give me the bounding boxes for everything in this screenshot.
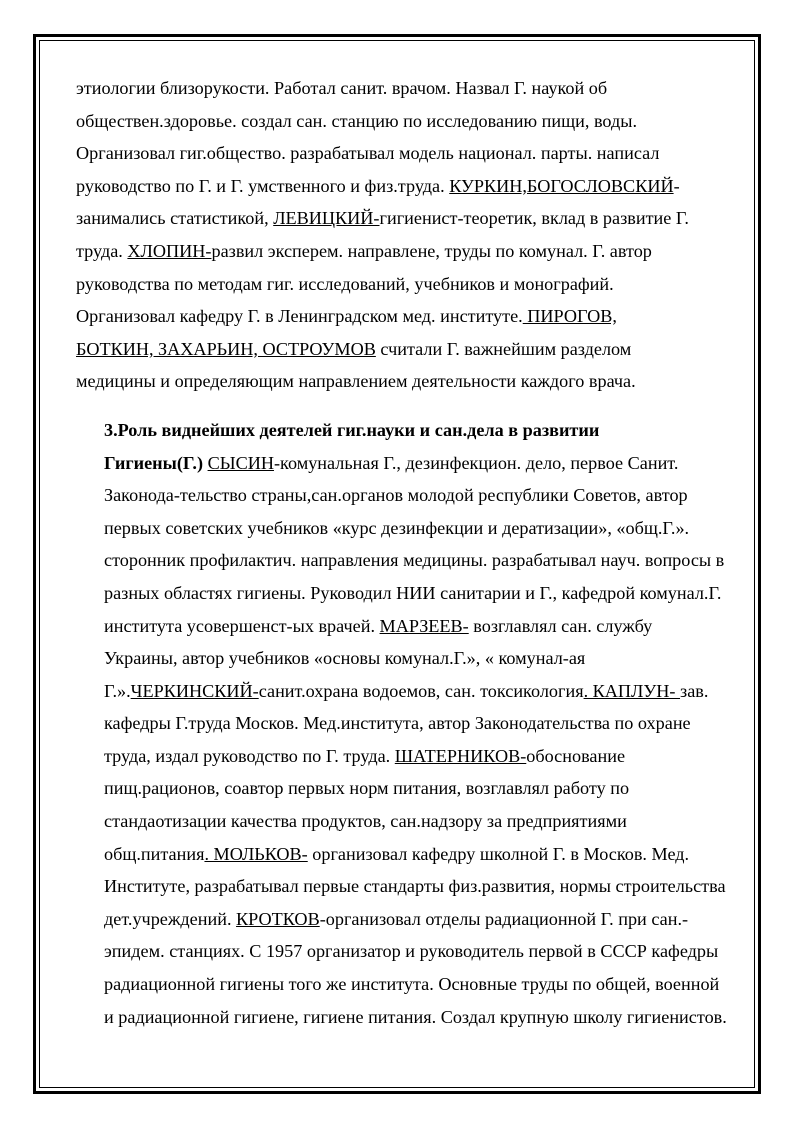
- text-line: [76, 610, 726, 643]
- underlined-name: ЧЕРКИНСКИЙ-: [130, 680, 259, 701]
- text-line: [76, 300, 726, 333]
- text-line: [76, 772, 726, 805]
- text-run: считали Г. важнейшим разделом: [375, 338, 632, 359]
- text-run: института усовершенст-ых врачей.: [104, 615, 380, 636]
- text-line: [76, 72, 726, 105]
- text-run: занимались статистикой,: [76, 208, 274, 229]
- text-run: Украины, автор учебников «основы комунал.Г.», « комунал-ая: [104, 648, 586, 669]
- text-run: развил эксперем. направлене, труды по комунал. Г. автор: [211, 240, 652, 261]
- text-line: [76, 870, 726, 903]
- paragraph-section-3: [76, 414, 726, 1033]
- text-run: гигиенист-теоретик, вклад в развитие Г.: [379, 208, 689, 229]
- text-run: руководства по методам гиг. исследований, учебников и монографий.: [76, 273, 614, 294]
- text-run: Г.».: [104, 680, 131, 701]
- document-body: [76, 72, 726, 1033]
- text-run: стандаотизации качества продуктов, сан.надзору за предприятиями: [104, 811, 627, 832]
- text-line: [76, 805, 726, 838]
- underlined-name: . КАПЛУН-: [583, 680, 681, 701]
- text-line: [76, 105, 726, 138]
- text-line: [76, 740, 726, 773]
- text-run: -организовал отделы радиационной Г. при сан.-: [319, 908, 689, 929]
- text-line: [76, 479, 726, 512]
- text-run: дет.учреждений.: [104, 908, 237, 929]
- text-run: сторонник профилактич. направления медицины. разрабатывал науч. вопросы в: [104, 550, 725, 571]
- text-run: обоснование: [526, 745, 626, 766]
- underlined-name: СЫСИН: [207, 452, 274, 473]
- text-run: -комунальная Г., дезинфекцион. дело, первое Санит.: [273, 452, 679, 473]
- text-line: [76, 268, 726, 301]
- text-line: [76, 838, 726, 871]
- text-run: санит.охрана водоемов, сан. токсикология: [258, 680, 584, 701]
- text-line: [76, 577, 726, 610]
- text-run: обществен.здоровье. создал сан. станцию по исследованию пищи, воды.: [76, 110, 638, 131]
- underlined-name: ПИРОГОВ,: [522, 306, 617, 327]
- text-run: -: [673, 175, 680, 196]
- section-heading-text: Гигиены(Г.): [104, 452, 208, 473]
- text-run: Институте, разрабатывал первые стандарты физ.развития, нормы строительства: [104, 876, 726, 897]
- underlined-name: КУРКИН,БОГОСЛОВСКИЙ: [449, 175, 674, 196]
- text-run: организовал кафедру школной Г. в Москов. Мед.: [307, 843, 690, 864]
- text-run: медицины и определяющим направлением деятельности каждого врача.: [76, 371, 636, 392]
- text-run: труда.: [76, 240, 128, 261]
- text-run: разных областях гигиены. Руководил НИИ санитарии и Г., кафедрой комунал.Г.: [104, 582, 722, 603]
- text-line: [76, 544, 726, 577]
- text-line: [76, 414, 726, 447]
- text-run: Организовал кафедру Г. в Ленинградском мед. институте.: [76, 306, 523, 327]
- underlined-name: БОТКИН, ЗАХАРЬИН, ОСТРОУМОВ: [76, 338, 376, 359]
- text-line: [76, 512, 726, 545]
- text-run: общ.питания: [104, 843, 205, 864]
- text-line: [76, 137, 726, 170]
- underlined-name: КРОТКОВ: [236, 908, 320, 929]
- text-line: [76, 642, 726, 675]
- text-run: эпидем. станциях. С 1957 организатор и руководитель первой в СССР кафедры: [104, 941, 719, 962]
- text-run: первых советских учебников «курс дезинфекции и дератизации», «общ.Г.».: [104, 517, 690, 538]
- text-run: пищ.рационов, соавтор первых норм питания, возглавлял работу по: [104, 778, 630, 799]
- text-line: [76, 235, 726, 268]
- text-run: труда, издал руководство по Г. труда.: [104, 745, 395, 766]
- text-line: [76, 1001, 726, 1034]
- text-line: [76, 365, 726, 398]
- text-run: и радиационной гигиене, гигиене питания. Создал крупную школу гигиенистов.: [104, 1006, 727, 1027]
- text-line: [76, 707, 726, 740]
- text-run: зав.: [680, 680, 709, 701]
- paragraph-hygienists-prerevolution: [76, 72, 726, 398]
- text-line: [76, 333, 726, 366]
- section-heading-text: 3.Роль виднейших деятелей гиг.науки и сан.дела в развитии: [104, 419, 600, 440]
- underlined-name: ХЛОПИН-: [127, 240, 212, 261]
- text-run: этиологии близорукости. Работал санит. врачом. Назвал Г. наукой об: [76, 78, 608, 98]
- text-line: [76, 968, 726, 1001]
- underlined-name: ШАТЕРНИКОВ-: [394, 745, 527, 766]
- text-line: [76, 202, 726, 235]
- text-run: возглавлял сан. службу: [468, 615, 653, 636]
- text-line: [76, 935, 726, 968]
- underlined-name: ЛЕВИЦКИЙ-: [273, 208, 380, 229]
- text-line: [76, 447, 726, 480]
- text-run: Организовал гиг.общество. разрабатывал модель национал. парты. написал: [76, 143, 660, 164]
- text-run: Законода-тельство страны,сан.органов молодой республики Советов, автор: [104, 485, 688, 506]
- text-run: радиационной гигиены того же института. Основные труды по общей, военной: [104, 974, 720, 995]
- underlined-name: МАРЗЕЕВ-: [379, 615, 469, 636]
- text-line: [76, 903, 726, 936]
- underlined-name: . МОЛЬКОВ-: [204, 843, 308, 864]
- text-line: [76, 170, 726, 203]
- text-run: кафедры Г.труда Москов. Мед.института, автор Законодательства по охране: [104, 713, 691, 734]
- text-run: руководство по Г. и Г. умственного и физ.труда.: [76, 175, 450, 196]
- text-line: [76, 675, 726, 708]
